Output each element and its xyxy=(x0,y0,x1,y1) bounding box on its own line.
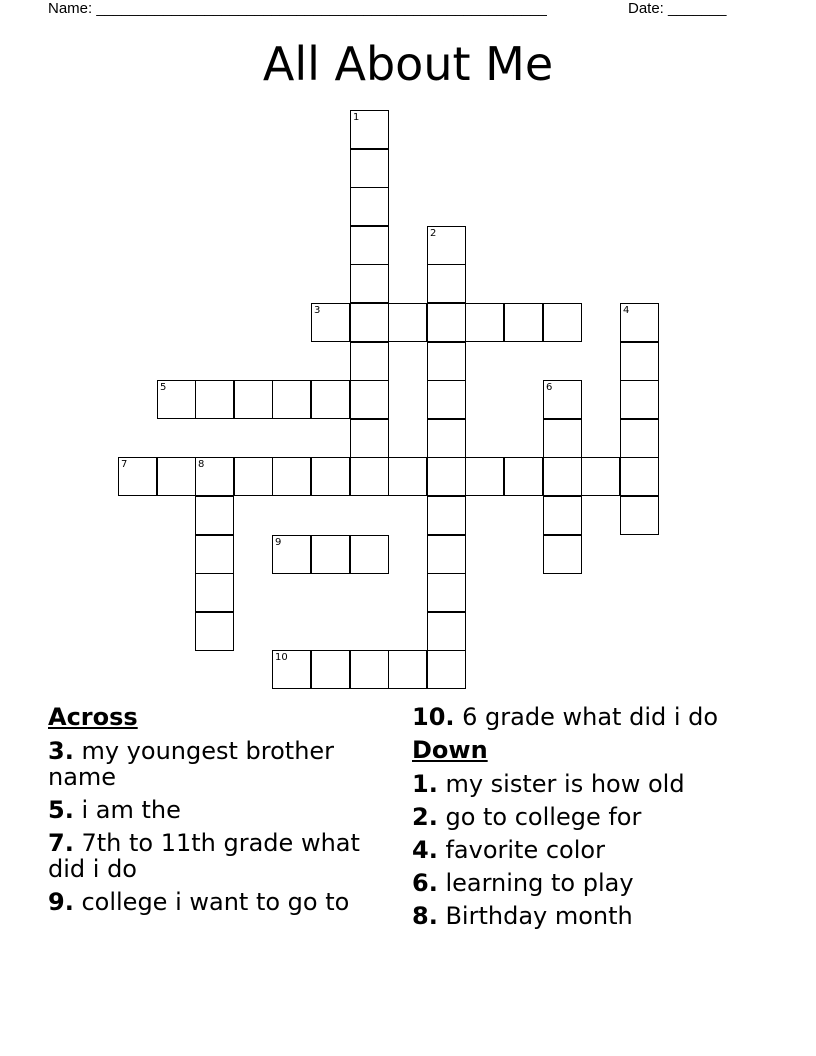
grid-cell[interactable] xyxy=(311,457,350,496)
clue-down-2 xyxy=(412,804,792,830)
grid-cell[interactable] xyxy=(620,303,659,342)
grid-cell[interactable] xyxy=(465,303,504,342)
grid-cell[interactable] xyxy=(272,535,311,574)
grid-cell[interactable] xyxy=(157,457,196,496)
grid-cell[interactable] xyxy=(118,457,157,496)
grid-cell[interactable] xyxy=(195,612,234,651)
grid-cell[interactable] xyxy=(350,264,389,303)
grid-cell[interactable] xyxy=(234,380,273,419)
grid-cell[interactable] xyxy=(350,303,389,342)
grid-cell[interactable] xyxy=(620,380,659,419)
grid-cell[interactable] xyxy=(311,535,350,574)
clue-number: 10. xyxy=(412,703,455,731)
clue-text: my youngest brother name xyxy=(48,737,335,791)
grid-cell[interactable] xyxy=(195,457,234,496)
clue-number: 6. xyxy=(412,869,438,897)
grid-cell[interactable] xyxy=(195,535,234,574)
grid-cell[interactable] xyxy=(427,226,466,265)
grid-cell[interactable] xyxy=(350,380,389,419)
grid-cell[interactable] xyxy=(427,419,466,458)
clue-text: Birthday month xyxy=(445,902,633,930)
grid-cell[interactable] xyxy=(427,342,466,381)
grid-cell[interactable] xyxy=(272,650,311,689)
grid-cell[interactable] xyxy=(543,457,582,496)
grid-cell[interactable] xyxy=(620,496,659,535)
grid-cell[interactable] xyxy=(427,496,466,535)
clue-text: go to college for xyxy=(445,803,642,831)
clue-number: 8. xyxy=(412,902,438,930)
grid-cell[interactable] xyxy=(465,457,504,496)
grid-cell[interactable] xyxy=(350,226,389,265)
cell-number: 6 xyxy=(546,382,553,393)
clue-number: 7. xyxy=(48,829,74,857)
clue-text: i am the xyxy=(81,796,181,824)
grid-cell[interactable] xyxy=(388,650,427,689)
cell-number: 7 xyxy=(121,459,128,470)
grid-cell[interactable] xyxy=(350,110,389,149)
grid-cell[interactable] xyxy=(311,380,350,419)
grid-cell[interactable] xyxy=(427,303,466,342)
grid-cell[interactable] xyxy=(581,457,620,496)
down-clues xyxy=(412,704,792,936)
grid-cell[interactable] xyxy=(543,380,582,419)
grid-cell[interactable] xyxy=(543,303,582,342)
grid-cell[interactable] xyxy=(157,380,196,419)
grid-cell[interactable] xyxy=(543,419,582,458)
grid-cell[interactable] xyxy=(427,612,466,651)
clue-down-6 xyxy=(412,870,792,896)
grid-cell[interactable] xyxy=(234,457,273,496)
clue-across-5 xyxy=(48,797,388,823)
grid-cell[interactable] xyxy=(350,149,389,188)
clue-text: learning to play xyxy=(445,869,634,897)
grid-cell[interactable] xyxy=(388,457,427,496)
clue-down-4 xyxy=(412,837,792,863)
clue-down-1 xyxy=(412,771,792,797)
clue-text: 6 grade what did i do xyxy=(462,703,719,731)
grid-cell[interactable] xyxy=(504,457,543,496)
cell-number: 8 xyxy=(198,459,205,470)
grid-cell[interactable] xyxy=(272,457,311,496)
grid-cell[interactable] xyxy=(350,457,389,496)
grid-cell[interactable] xyxy=(504,303,543,342)
grid-cell[interactable] xyxy=(543,535,582,574)
grid-cell[interactable] xyxy=(543,496,582,535)
grid-cell[interactable] xyxy=(195,573,234,612)
grid-cell[interactable] xyxy=(311,303,350,342)
clue-text: 7th to 11th grade what did i do xyxy=(48,829,360,883)
cell-number: 3 xyxy=(314,305,321,316)
grid-cell[interactable] xyxy=(620,457,659,496)
clue-text: favorite color xyxy=(445,836,605,864)
clue-across-7 xyxy=(48,830,388,882)
across-clues xyxy=(48,704,388,922)
grid-cell[interactable] xyxy=(427,535,466,574)
clue-text: my sister is how old xyxy=(445,770,685,798)
grid-cell[interactable] xyxy=(427,264,466,303)
clue-across-3 xyxy=(48,738,388,790)
grid-cell[interactable] xyxy=(427,573,466,612)
grid-cell[interactable] xyxy=(350,187,389,226)
clue-number: 9. xyxy=(48,888,74,916)
grid-cell[interactable] xyxy=(350,342,389,381)
cell-number: 5 xyxy=(160,382,167,393)
grid-cell[interactable] xyxy=(620,419,659,458)
page-title: All About Me xyxy=(262,37,554,91)
grid-cell[interactable] xyxy=(427,650,466,689)
grid-cell[interactable] xyxy=(195,496,234,535)
cell-number: 1 xyxy=(353,112,360,123)
grid-cell[interactable] xyxy=(350,535,389,574)
grid-cell[interactable] xyxy=(427,380,466,419)
name-line: Name: ______________________________________________________ xyxy=(48,0,547,17)
clue-number: 5. xyxy=(48,796,74,824)
grid-cell[interactable] xyxy=(272,380,311,419)
cell-number: 9 xyxy=(275,537,282,548)
cell-number: 2 xyxy=(430,228,437,239)
grid-cell[interactable] xyxy=(350,419,389,458)
clue-down-8 xyxy=(412,903,792,929)
clue-number: 2. xyxy=(412,803,438,831)
cell-number: 10 xyxy=(275,652,288,663)
grid-cell[interactable] xyxy=(195,380,234,419)
clue-number: 1. xyxy=(412,770,438,798)
across-heading: Across xyxy=(48,703,138,731)
clue-across-10 xyxy=(412,704,792,730)
grid-cell[interactable] xyxy=(311,650,350,689)
grid-cell[interactable] xyxy=(350,650,389,689)
grid-cell[interactable] xyxy=(427,457,466,496)
date-line: Date: _______ xyxy=(628,0,727,17)
clue-across-9 xyxy=(48,889,388,915)
down-heading: Down xyxy=(412,736,488,764)
grid-cell[interactable] xyxy=(388,303,427,342)
clue-number: 4. xyxy=(412,836,438,864)
clue-number: 3. xyxy=(48,737,74,765)
cell-number: 4 xyxy=(623,305,630,316)
grid-cell[interactable] xyxy=(620,342,659,381)
clue-text: college i want to go to xyxy=(81,888,350,916)
